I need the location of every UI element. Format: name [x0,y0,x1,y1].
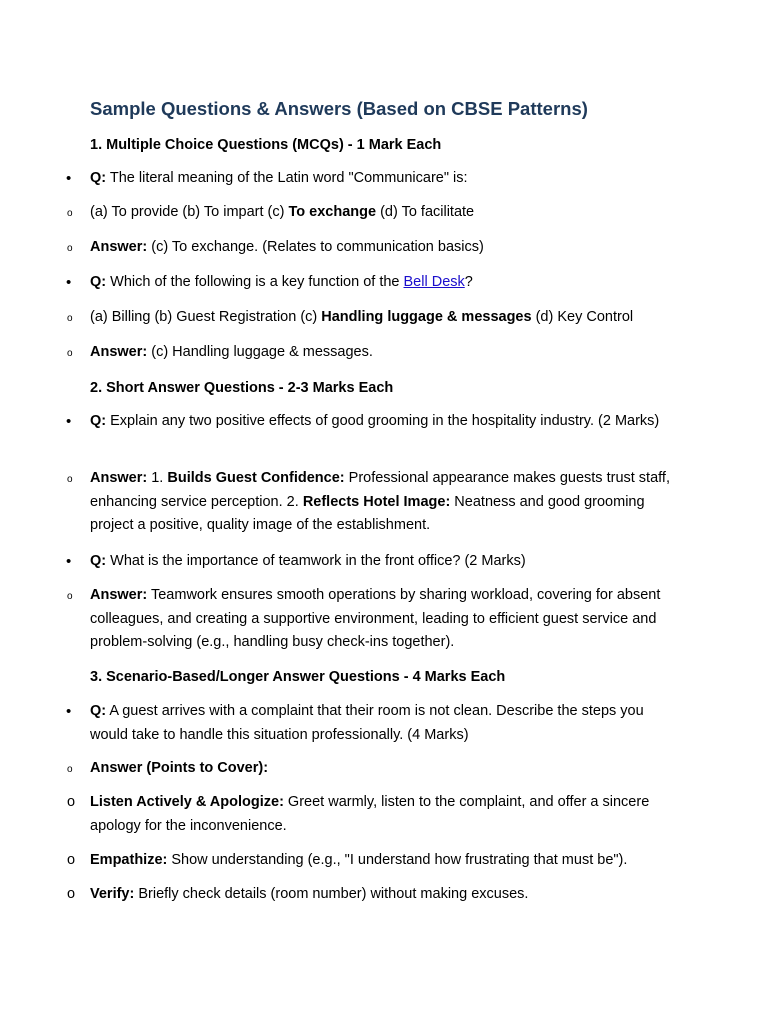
question-text: Q: Explain any two positive effects of good grooming in the hospitality industry. (2 Marks) [90,413,660,429]
point-text: Empathize: Show understanding (e.g., "I understand how frustrating that must be"). [90,852,628,868]
answer-text: Answer: (c) To exchange. (Relates to communication basics) [90,239,484,255]
question-text: Q: The literal meaning of the Latin word "Communicare" is: [90,170,468,186]
bullet-dot: • [66,553,72,570]
bell-desk-link[interactable]: Bell Desk [403,274,465,290]
bullet-circle: o [67,208,73,219]
bullet-circle: o [67,313,73,324]
answer-text: Answer: 1. Builds Guest Confidence: Professional appearance makes guests trust staff, enhancing service perception. 2. Reflects Hotel Image: Neatness and good grooming project a positive, quality image of the establishment. [90,470,670,533]
bullet-circle: o [67,591,73,602]
section-heading-scenario: 3. Scenario-Based/Longer Answer Questions - 4 Marks Each [90,669,506,685]
section-heading-short-answer: 2. Short Answer Questions - 2-3 Marks Each [90,380,394,396]
bullet-circle: o [67,764,73,775]
answer-text: Answer: (c) Handling luggage & messages. [90,344,373,360]
bullet-circle: o [67,348,73,359]
page-title: Sample Questions & Answers (Based on CBSE Patterns) [90,98,588,119]
bullet-dot: • [66,703,72,720]
bullet-circle: o [67,794,76,810]
bullet-circle: o [67,243,73,254]
question-text: Q: A guest arrives with a complaint that their room is not clean. Describe the steps you would take to handle this situation professionally. (4 Marks) [90,703,644,743]
options-text: (a) Billing (b) Guest Registration (c) Handling luggage & messages (d) Key Control [90,309,634,325]
bullet-dot: • [66,274,72,291]
point-text: Verify: Briefly check details (room number) without making excuses. [90,886,529,902]
point-text: Listen Actively & Apologize: Greet warmly, listen to the complaint, and offer a sincere apology for the inconvenience. [90,794,650,834]
options-text: (a) To provide (b) To impart (c) To exchange (d) To facilitate [90,204,475,220]
answer-text: Answer: Teamwork ensures smooth operations by sharing workload, covering for absent colleagues, and creating a supportive environment, leading to efficient guest service and problem-solving (e.g., handling busy check-ins together). [90,587,661,650]
bullet-circle: o [67,474,73,485]
question-text: Q: What is the importance of teamwork in the front office? (2 Marks) [90,553,526,569]
bullet-dot: • [66,413,72,430]
section-heading-mcq: 1. Multiple Choice Questions (MCQs) - 1 Mark Each [90,137,442,153]
answer-heading: Answer (Points to Cover): [90,760,269,776]
bullet-circle: o [67,852,76,868]
bullet-dot: • [66,170,72,187]
question-text: Q: Which of the following is a key function of the Bell Desk? [90,274,473,290]
bullet-circle: o [67,886,76,902]
